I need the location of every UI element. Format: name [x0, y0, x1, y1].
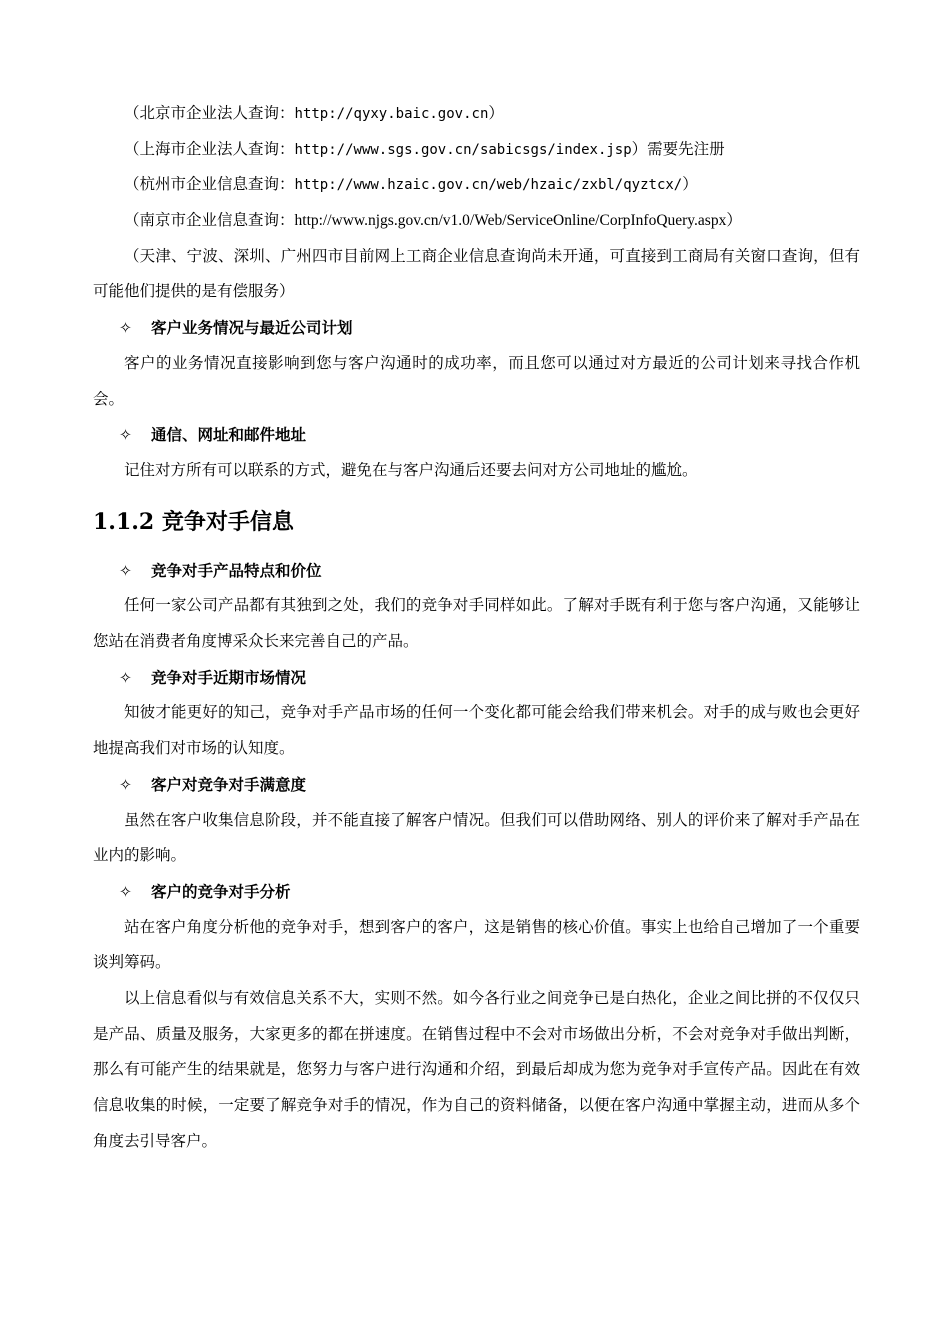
bullet-heading	[93, 553, 860, 589]
bullet-title: 客户对竞争对手满意度	[151, 774, 307, 794]
link-line-hangzhou	[93, 167, 860, 203]
link-suffix: ）需要先注册	[631, 139, 725, 158]
bullet-heading	[93, 417, 860, 453]
link-prefix: （杭州市企业信息查询：	[124, 175, 295, 194]
section-heading: 1.1.2 竞争对手信息	[93, 508, 294, 535]
link-line-nanjing	[93, 203, 860, 239]
note-other-cities: （天津、宁波、深圳、广州四市目前网上工商企业信息查询尚未开通，可直接到工商局有关窗口查询，但有可能他们提供的是有偿服务）	[93, 246, 860, 301]
url-link[interactable]: http://www.njgs.gov.cn/v1.0/Web/ServiceOnline/CorpInfoQuery.aspx	[294, 212, 727, 230]
bullet-mark-icon: ✧	[119, 668, 132, 687]
bullet-title: 通信、网址和邮件地址	[151, 425, 307, 445]
bullet-title: 客户的竞争对手分析	[151, 881, 291, 901]
bullet-title: 客户业务情况与最近公司计划	[151, 318, 353, 338]
url-link[interactable]: http://www.hzaic.gov.cn/web/hzaic/zxbl/qyztcx/	[294, 177, 683, 194]
url-link[interactable]: http://qyxy.baic.gov.cn	[294, 106, 489, 122]
bullet-mark-icon: ✧	[119, 775, 132, 794]
bullet-paragraph: 记住对方所有可以联系的方式，避免在与客户沟通后还要去问对方公司地址的尴尬。	[124, 460, 698, 479]
bullet-title: 竞争对手近期市场情况	[151, 667, 307, 687]
link-prefix: （北京市企业法人查询：	[124, 104, 295, 122]
bullet-heading	[93, 660, 860, 696]
link-suffix: ）	[726, 211, 742, 230]
link-line-beijing	[93, 96, 860, 132]
bullet-mark-icon: ✧	[119, 882, 132, 901]
bullet-heading	[93, 874, 860, 910]
link-suffix: ）	[682, 175, 698, 194]
bullet-paragraph: 虽然在客户收集信息阶段，并不能直接了解客户情况。但我们可以借助网络、别人的评价来了解对手产品在业内的影响。	[93, 810, 860, 865]
link-suffix: ）	[488, 104, 504, 122]
bullet-mark-icon: ✧	[119, 561, 132, 580]
bullet-heading	[93, 767, 860, 803]
link-line-shanghai	[93, 132, 860, 168]
bullet-heading	[93, 310, 860, 346]
bullet-paragraph: 站在客户角度分析他的竞争对手，想到客户的客户，这是销售的核心价值。事实上也给自己增加了一个重要谈判筹码。	[93, 917, 860, 972]
bullet-paragraph: 知彼才能更好的知己，竞争对手产品市场的任何一个变化都可能会给我们带来机会。对手的成与败也会更好地提高我们对市场的认知度。	[93, 703, 860, 758]
url-link[interactable]: http://www.sgs.gov.cn/sabicsgs/index.jsp	[294, 141, 632, 158]
bullet-title: 竞争对手产品特点和价位	[151, 560, 322, 580]
bullet-paragraph: 客户的业务情况直接影响到您与客户沟通时的成功率，而且您可以通过对方最近的公司计划来寻找合作机会。	[93, 353, 860, 408]
document-page	[93, 96, 860, 1160]
closing-paragraph: 以上信息看似与有效信息关系不大，实则不然。如今各行业之间竞争已是白热化，企业之间比拼的不仅仅只是产品、质量及服务，大家更多的都在拼速度。在销售过程中不会对市场做出分析，不会对竞争对手做出判断，那么有可能产生的结果就是，您努力与客户进行沟通和介绍，到最后却成为您为竞争对手宣传产品。因此在有效信息收集的时候，一定要了解竞争对手的情况，作为自己的资料储备，以便在客户沟通中掌握主动，进而从多个角度去引导客户。	[93, 989, 860, 1150]
link-prefix: （南京市企业信息查询：	[124, 211, 295, 230]
bullet-mark-icon: ✧	[119, 319, 132, 338]
bullet-mark-icon: ✧	[119, 426, 132, 445]
link-prefix: （上海市企业法人查询：	[124, 139, 295, 158]
bullet-paragraph: 任何一家公司产品都有其独到之处，我们的竞争对手同样如此。了解对手既有利于您与客户沟通，又能够让您站在消费者角度博采众长来完善自己的产品。	[93, 596, 860, 651]
